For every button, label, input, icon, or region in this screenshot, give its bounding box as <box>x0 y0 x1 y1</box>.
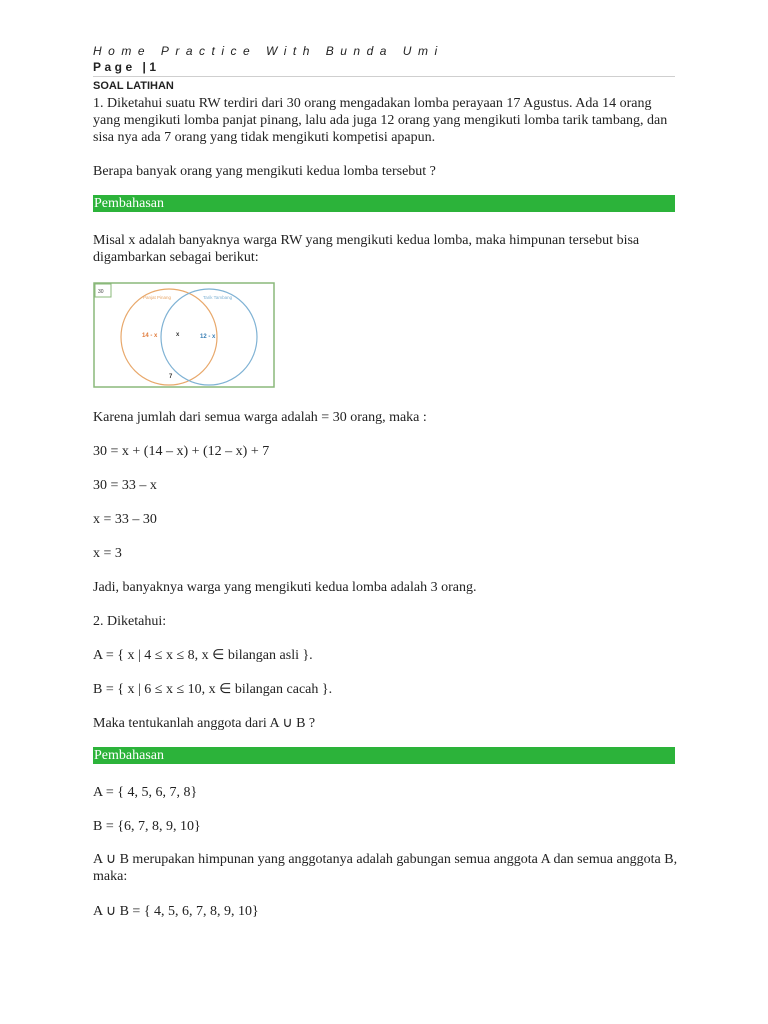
q2-intro: 2. Diketahui: <box>93 614 167 629</box>
q1-equation-2: 30 = 33 – x <box>93 478 157 493</box>
q1-conclusion: Jadi, banyaknya warga yang mengikuti kedua lomba adalah 3 orang. <box>93 580 477 595</box>
q2-set-a: A = { x | 4 ≤ x ≤ 8, x ∈ bilangan asli }. <box>93 648 313 663</box>
q1-pembahasan-bar: Pembahasan <box>93 195 675 212</box>
q2-pembahasan-bar: Pembahasan <box>93 747 675 764</box>
q2-union-result: A ∪ B = { 4, 5, 6, 7, 8, 9, 10} <box>93 904 259 919</box>
q1-question: Berapa banyak orang yang mengikuti kedua lomba tersebut ? <box>93 164 436 179</box>
q1-karena: Karena jumlah dari semua warga adalah = 30 orang, maka : <box>93 410 427 425</box>
q1-equation-4: x = 3 <box>93 546 122 561</box>
q2-question: Maka tentukanlah anggota dari A ∪ B ? <box>93 716 316 731</box>
q2-union-explain: A ∪ B merupakan himpunan yang anggotanya adalah gabungan semua anggota A dan semua anggota B, maka: <box>93 852 678 884</box>
q1-equation-1: 30 = x + (14 – x) + (12 – x) + 7 <box>93 444 270 459</box>
venn-center-value: x <box>176 332 180 338</box>
venn-total: 30 <box>98 289 104 295</box>
q2-set-b: B = { x | 6 ≤ x ≤ 10, x ∈ bilangan cacah }. <box>93 682 333 697</box>
venn-outside-value: 7 <box>169 374 173 380</box>
header-page-number: Page |1 <box>93 60 160 74</box>
venn-label-right: Tarik Tambang <box>203 295 233 300</box>
section-label: SOAL LATIHAN <box>93 80 174 92</box>
q2-b-members: B = {6, 7, 8, 9, 10} <box>93 819 201 834</box>
venn-right-value: 12 - x <box>200 334 216 340</box>
q1-problem-text: 1. Diketahui suatu RW terdiri dari 30 orang mengadakan lomba perayaan 17 Agustus. Ada 14 orang yang mengikuti lomba panjat pinang, lalu ada juga 12 orang yang mengikuti lomba tarik tambang, dan sisa nya ada 7 orang yang tidak mengikuti kompetisi apapun. <box>93 96 668 145</box>
header-title: Home Practice With Bunda Umi <box>93 44 444 58</box>
venn-label-left: Panjat Pinang <box>143 295 172 300</box>
q1-equation-3: x = 33 – 30 <box>93 512 157 527</box>
venn-diagram <box>93 282 275 388</box>
header-divider <box>93 76 675 77</box>
q2-a-members: A = { 4, 5, 6, 7, 8} <box>93 785 198 800</box>
venn-left-value: 14 - x <box>142 333 158 339</box>
q1-intro: Misal x adalah banyaknya warga RW yang mengikuti kedua lomba, maka himpunan tersebut bisa digambarkan sebagai berikut: <box>93 233 640 265</box>
